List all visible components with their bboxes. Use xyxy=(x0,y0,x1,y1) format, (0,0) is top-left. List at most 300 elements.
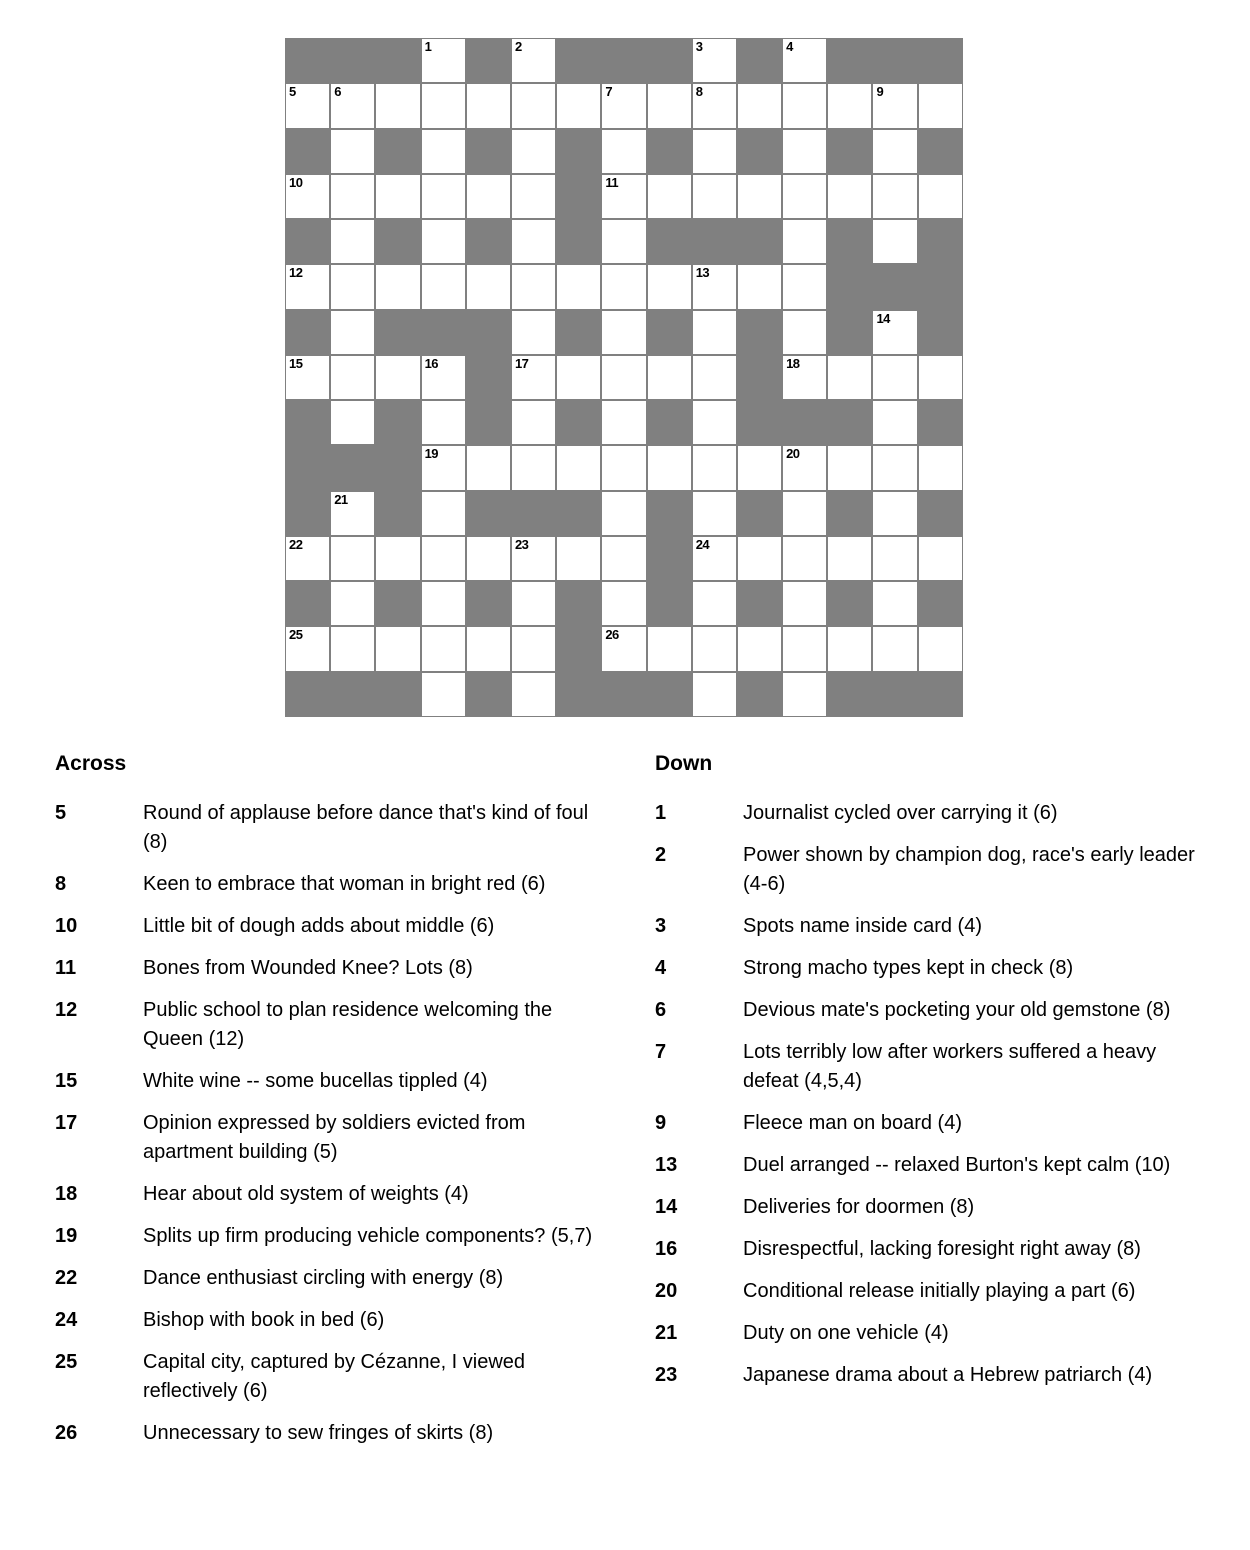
grid-cell-block xyxy=(601,38,646,83)
grid-cell-open[interactable] xyxy=(872,536,917,581)
grid-cell-open[interactable] xyxy=(421,38,466,83)
grid-cell-open[interactable] xyxy=(466,445,511,490)
grid-cell-open[interactable] xyxy=(601,83,646,128)
grid-cell-open[interactable] xyxy=(556,445,601,490)
clue-item[interactable] xyxy=(655,1038,1215,1096)
clue-number: 2 xyxy=(655,844,667,866)
clue-item[interactable] xyxy=(655,1193,1215,1222)
grid-cell-open[interactable] xyxy=(692,174,737,219)
grid-cell-number: 16 xyxy=(424,355,439,371)
grid-cell-block xyxy=(375,672,420,717)
grid-cell-block xyxy=(330,672,375,717)
clue-number: 15 xyxy=(55,1070,78,1092)
grid-cell-open[interactable] xyxy=(737,445,782,490)
clue-number: 11 xyxy=(55,957,77,979)
clue-item[interactable] xyxy=(655,1109,1215,1138)
clue-text: White wine -- some bucellas tippled (4) xyxy=(143,1070,488,1092)
grid-cell-block xyxy=(285,38,330,83)
grid-cell-open[interactable] xyxy=(421,491,466,536)
grid-cell-block xyxy=(285,445,330,490)
clue-item[interactable] xyxy=(55,1067,615,1096)
grid-cell-number: 4 xyxy=(786,39,793,54)
grid-cell-number: 18 xyxy=(786,355,800,371)
clue-text: Capital city, captured by Cézanne, I viewed reflectively (6) xyxy=(143,1351,526,1402)
grid-cell-block xyxy=(918,310,963,355)
grid-cell-open[interactable] xyxy=(285,174,330,219)
grid-cell-block xyxy=(647,536,692,581)
clue-text: Lots terribly low after workers suffered a heavy defeat (4,5,4) xyxy=(743,1041,1157,1092)
clue-item[interactable] xyxy=(55,1306,615,1335)
grid-cell-block xyxy=(285,219,330,264)
clue-text: Bones from Wounded Knee? Lots (8) xyxy=(143,957,473,979)
grid-cell-open[interactable] xyxy=(782,672,827,717)
grid-cell-open[interactable] xyxy=(737,83,782,128)
grid-cell-block xyxy=(737,310,782,355)
clue-item[interactable] xyxy=(655,912,1215,941)
down-clues-column xyxy=(655,752,1215,1403)
grid-cell-block xyxy=(285,581,330,626)
clue-item[interactable] xyxy=(655,954,1215,983)
grid-cell-number: 15 xyxy=(289,355,303,371)
grid-cell-number: 7 xyxy=(605,84,613,100)
grid-cell-number: 6 xyxy=(334,84,341,100)
grid-cell-block xyxy=(918,38,963,83)
grid-cell-open[interactable] xyxy=(872,355,917,400)
grid-cell-open[interactable] xyxy=(285,355,330,400)
grid-cell-number: 9 xyxy=(876,84,884,100)
grid-cell-number: 21 xyxy=(334,491,348,507)
grid-cell-open[interactable] xyxy=(511,400,556,445)
grid-cell-block xyxy=(647,672,692,717)
clue-text: Disrespectful, lacking foresight right away (8) xyxy=(743,1238,1141,1260)
grid-cell-block xyxy=(556,174,601,219)
grid-cell-open[interactable] xyxy=(466,83,511,128)
grid-cell-open[interactable] xyxy=(466,626,511,671)
clue-number: 3 xyxy=(655,915,667,937)
clue-item[interactable] xyxy=(55,1419,615,1448)
grid-cell-open[interactable] xyxy=(918,626,963,671)
grid-cell-open[interactable] xyxy=(872,400,917,445)
grid-cell-open[interactable] xyxy=(511,355,556,400)
grid-cell-open[interactable] xyxy=(872,581,917,626)
grid-cell-open[interactable] xyxy=(827,83,872,128)
grid-cell-open[interactable] xyxy=(330,536,375,581)
grid-cell-open[interactable] xyxy=(872,174,917,219)
clue-item[interactable] xyxy=(55,912,615,941)
grid-cell-open[interactable] xyxy=(692,581,737,626)
clue-number: 9 xyxy=(655,1112,667,1134)
clue-text: Bishop with book in bed (6) xyxy=(143,1309,385,1331)
grid-cell-block xyxy=(466,129,511,174)
grid-cell-number: 26 xyxy=(605,627,619,643)
grid-cell-open[interactable] xyxy=(511,38,556,83)
grid-cell-block xyxy=(375,219,420,264)
grid-cell-open[interactable] xyxy=(601,626,646,671)
grid-cell-block xyxy=(737,129,782,174)
grid-cell-open[interactable] xyxy=(782,310,827,355)
grid-cell-open[interactable] xyxy=(285,536,330,581)
clue-text: Dance enthusiast circling with energy (8) xyxy=(143,1267,504,1289)
grid-cell-open[interactable] xyxy=(556,355,601,400)
grid-cell-open[interactable] xyxy=(285,264,330,309)
across-heading: Across xyxy=(55,752,127,775)
grid-cell-open[interactable] xyxy=(421,672,466,717)
clue-number: 16 xyxy=(655,1238,678,1260)
clue-item[interactable] xyxy=(655,1277,1215,1306)
grid-cell-open[interactable] xyxy=(375,83,420,128)
clue-text: Deliveries for doormen (8) xyxy=(743,1196,975,1218)
grid-cell-open[interactable] xyxy=(375,536,420,581)
grid-cell-block xyxy=(330,445,375,490)
grid-cell-block xyxy=(737,581,782,626)
crossword-grid-container xyxy=(285,38,963,717)
grid-cell-block xyxy=(647,400,692,445)
grid-cell-block xyxy=(285,491,330,536)
grid-cell-block xyxy=(556,491,601,536)
grid-cell-block xyxy=(466,355,511,400)
grid-cell-open[interactable] xyxy=(556,264,601,309)
grid-cell-open[interactable] xyxy=(421,83,466,128)
grid-cell-number: 23 xyxy=(514,536,529,552)
clue-item[interactable] xyxy=(55,996,615,1054)
grid-cell-open[interactable] xyxy=(692,445,737,490)
clue-number: 8 xyxy=(55,873,67,895)
grid-cell-open[interactable] xyxy=(647,264,692,309)
grid-cell-open[interactable] xyxy=(827,536,872,581)
grid-cell-open[interactable] xyxy=(421,219,466,264)
grid-cell-open[interactable] xyxy=(511,83,556,128)
grid-cell-open[interactable] xyxy=(782,491,827,536)
grid-cell-open[interactable] xyxy=(601,445,646,490)
grid-cell-open[interactable] xyxy=(647,626,692,671)
grid-cell-open[interactable] xyxy=(872,219,917,264)
across-clue-list xyxy=(55,799,615,1448)
grid-cell-block xyxy=(827,129,872,174)
grid-cell-open[interactable] xyxy=(692,38,737,83)
grid-cell-open[interactable] xyxy=(692,355,737,400)
grid-cell-block xyxy=(827,219,872,264)
grid-cell-open[interactable] xyxy=(782,581,827,626)
grid-cell-open[interactable] xyxy=(872,445,917,490)
grid-cell-open[interactable] xyxy=(511,536,556,581)
clue-number: 6 xyxy=(655,999,667,1021)
clue-item[interactable] xyxy=(655,799,1215,828)
grid-cell-open[interactable] xyxy=(872,83,917,128)
grid-cell-block xyxy=(466,400,511,445)
grid-cell-block xyxy=(466,491,511,536)
grid-cell-open[interactable] xyxy=(466,264,511,309)
grid-cell-open[interactable] xyxy=(872,129,917,174)
grid-cell-block xyxy=(737,400,782,445)
grid-cell-open[interactable] xyxy=(737,174,782,219)
grid-cell-open[interactable] xyxy=(511,174,556,219)
clue-item[interactable] xyxy=(655,841,1215,899)
clue-item[interactable] xyxy=(55,1222,615,1251)
grid-cell-open[interactable] xyxy=(375,264,420,309)
grid-cell-block xyxy=(466,38,511,83)
grid-cell-number: 14 xyxy=(876,310,890,326)
grid-cell-block xyxy=(737,491,782,536)
grid-cell-open[interactable] xyxy=(285,83,330,128)
clue-text: Public school to plan residence welcoming the Queen (12) xyxy=(143,999,553,1050)
grid-cell-open[interactable] xyxy=(782,219,827,264)
grid-cell-open[interactable] xyxy=(827,626,872,671)
clue-number: 24 xyxy=(55,1309,78,1331)
grid-cell-block xyxy=(466,219,511,264)
grid-cell-open[interactable] xyxy=(330,129,375,174)
grid-cell-number: 13 xyxy=(695,265,710,281)
clue-number: 5 xyxy=(55,802,67,824)
clue-item[interactable] xyxy=(55,1348,615,1406)
clue-text: Hear about old system of weights (4) xyxy=(143,1183,469,1205)
grid-cell-open[interactable] xyxy=(647,174,692,219)
grid-cell-open[interactable] xyxy=(511,129,556,174)
clue-item[interactable] xyxy=(55,1264,615,1293)
grid-cell-open[interactable] xyxy=(421,355,466,400)
grid-cell-open[interactable] xyxy=(601,264,646,309)
grid-cell-open[interactable] xyxy=(647,83,692,128)
grid-cell-number: 5 xyxy=(289,84,296,100)
grid-cell-open[interactable] xyxy=(330,310,375,355)
grid-cell-block xyxy=(556,400,601,445)
clue-item[interactable] xyxy=(655,1361,1215,1390)
grid-cell-open[interactable] xyxy=(647,355,692,400)
clue-number: 19 xyxy=(55,1225,78,1247)
grid-cell-open[interactable] xyxy=(330,174,375,219)
clue-text: Power shown by champion dog, race's early leader (4-6) xyxy=(743,844,1195,895)
grid-cell-open[interactable] xyxy=(466,536,511,581)
grid-cell-block xyxy=(827,38,872,83)
grid-cell-open[interactable] xyxy=(421,400,466,445)
clue-item[interactable] xyxy=(55,1180,615,1209)
grid-cell-open[interactable] xyxy=(556,83,601,128)
grid-cell-open[interactable] xyxy=(330,264,375,309)
clue-text: Spots name inside card (4) xyxy=(743,915,983,937)
grid-cell-open[interactable] xyxy=(918,445,963,490)
grid-cell-block xyxy=(556,672,601,717)
grid-cell-number: 20 xyxy=(786,446,800,462)
grid-cell-open[interactable] xyxy=(737,264,782,309)
grid-cell-number: 25 xyxy=(289,627,303,643)
grid-cell-open[interactable] xyxy=(782,83,827,128)
grid-cell-open[interactable] xyxy=(782,264,827,309)
grid-cell-open[interactable] xyxy=(511,672,556,717)
grid-cell-block xyxy=(647,491,692,536)
grid-cell-number: 19 xyxy=(424,446,439,462)
grid-cell-open[interactable] xyxy=(330,83,375,128)
grid-cell-block xyxy=(918,264,963,309)
grid-cell-block xyxy=(556,38,601,83)
grid-cell-open[interactable] xyxy=(782,355,827,400)
down-heading: Down xyxy=(655,752,713,775)
grid-cell-block xyxy=(827,264,872,309)
grid-cell-open[interactable] xyxy=(872,491,917,536)
grid-cell-open[interactable] xyxy=(692,626,737,671)
grid-cell-open[interactable] xyxy=(421,264,466,309)
grid-cell-number: 2 xyxy=(514,39,522,54)
grid-cell-open[interactable] xyxy=(737,626,782,671)
grid-cell-open[interactable] xyxy=(601,491,646,536)
grid-cell-block xyxy=(421,310,466,355)
clue-text: Japanese drama about a Hebrew patriarch (4) xyxy=(743,1364,1153,1386)
grid-cell-open[interactable] xyxy=(601,536,646,581)
grid-cell-open[interactable] xyxy=(782,129,827,174)
down-clue-list xyxy=(655,799,1215,1390)
grid-cell-open[interactable] xyxy=(918,83,963,128)
grid-cell-open[interactable] xyxy=(375,174,420,219)
grid-cell-open[interactable] xyxy=(692,264,737,309)
clue-item[interactable] xyxy=(55,799,615,857)
grid-cell-open[interactable] xyxy=(511,219,556,264)
grid-cell-open[interactable] xyxy=(511,626,556,671)
grid-cell-open[interactable] xyxy=(511,310,556,355)
grid-cell-open[interactable] xyxy=(601,129,646,174)
clue-number: 14 xyxy=(655,1196,678,1218)
grid-cell-open[interactable] xyxy=(737,536,782,581)
grid-cell-block xyxy=(375,310,420,355)
grid-cell-block xyxy=(466,672,511,717)
clue-item[interactable] xyxy=(655,996,1215,1025)
grid-cell-open[interactable] xyxy=(375,355,420,400)
grid-cell-open[interactable] xyxy=(330,626,375,671)
grid-cell-open[interactable] xyxy=(601,310,646,355)
grid-cell-open[interactable] xyxy=(601,219,646,264)
grid-cell-open[interactable] xyxy=(330,355,375,400)
grid-cell-number: 17 xyxy=(514,355,529,371)
grid-cell-open[interactable] xyxy=(511,581,556,626)
grid-cell-open[interactable] xyxy=(601,581,646,626)
grid-cell-block xyxy=(647,219,692,264)
grid-cell-open[interactable] xyxy=(872,626,917,671)
clue-item[interactable] xyxy=(655,1235,1215,1264)
clue-text: Unnecessary to sew fringes of skirts (8) xyxy=(143,1422,494,1444)
grid-cell-open[interactable] xyxy=(827,355,872,400)
grid-cell-open[interactable] xyxy=(511,264,556,309)
grid-cell-block xyxy=(737,219,782,264)
grid-cell-open[interactable] xyxy=(511,445,556,490)
grid-cell-block xyxy=(556,626,601,671)
grid-cell-block xyxy=(647,581,692,626)
grid-cell-block xyxy=(918,219,963,264)
grid-cell-open[interactable] xyxy=(918,174,963,219)
clue-text: Keen to embrace that woman in bright red (6) xyxy=(143,873,546,895)
grid-cell-open[interactable] xyxy=(421,174,466,219)
grid-cell-open[interactable] xyxy=(827,174,872,219)
clue-number: 23 xyxy=(655,1364,678,1386)
clue-text: Opinion expressed by soldiers evicted from apartment building (5) xyxy=(143,1112,526,1163)
grid-cell-open[interactable] xyxy=(872,310,917,355)
grid-cell-block xyxy=(737,355,782,400)
grid-cell-open[interactable] xyxy=(601,400,646,445)
grid-cell-block xyxy=(466,310,511,355)
grid-cell-block xyxy=(872,672,917,717)
grid-cell-block xyxy=(782,400,827,445)
grid-cell-open[interactable] xyxy=(601,174,646,219)
grid-cell-open[interactable] xyxy=(692,83,737,128)
grid-cell-open[interactable] xyxy=(330,219,375,264)
grid-cell-block xyxy=(827,400,872,445)
clue-item[interactable] xyxy=(655,1151,1215,1180)
clue-number: 20 xyxy=(655,1280,678,1302)
grid-cell-block xyxy=(375,445,420,490)
grid-cell-open[interactable] xyxy=(692,310,737,355)
clue-number: 12 xyxy=(55,999,78,1021)
clue-item[interactable] xyxy=(55,870,615,899)
grid-cell-open[interactable] xyxy=(692,672,737,717)
grid-cell-number: 12 xyxy=(289,265,303,281)
grid-cell-number: 10 xyxy=(289,174,303,190)
clue-item[interactable] xyxy=(55,1109,615,1167)
grid-cell-block xyxy=(556,310,601,355)
clue-text: Strong macho types kept in check (8) xyxy=(743,957,1074,979)
grid-cell-open[interactable] xyxy=(782,445,827,490)
clue-item[interactable] xyxy=(55,954,615,983)
clue-number: 10 xyxy=(55,915,78,937)
grid-cell-open[interactable] xyxy=(421,626,466,671)
grid-cell-open[interactable] xyxy=(421,445,466,490)
crossword-grid[interactable] xyxy=(285,38,963,717)
clue-number: 17 xyxy=(55,1112,78,1134)
grid-cell-block xyxy=(827,310,872,355)
clue-number: 22 xyxy=(55,1267,78,1289)
clue-item[interactable] xyxy=(655,1319,1215,1348)
grid-cell-open[interactable] xyxy=(827,445,872,490)
grid-cell-open[interactable] xyxy=(285,626,330,671)
grid-cell-open[interactable] xyxy=(375,626,420,671)
clue-text: Duty on one vehicle (4) xyxy=(743,1322,949,1344)
clue-number: 1 xyxy=(655,802,667,824)
grid-cell-open[interactable] xyxy=(601,355,646,400)
clue-number: 7 xyxy=(655,1041,667,1063)
grid-cell-block xyxy=(872,264,917,309)
grid-cell-open[interactable] xyxy=(782,174,827,219)
grid-cell-open[interactable] xyxy=(782,536,827,581)
grid-cell-open[interactable] xyxy=(692,491,737,536)
grid-cell-block xyxy=(285,310,330,355)
grid-cell-open[interactable] xyxy=(421,536,466,581)
clue-text: Journalist cycled over carrying it (6) xyxy=(743,802,1058,824)
grid-cell-block xyxy=(647,38,692,83)
grid-cell-open[interactable] xyxy=(918,355,963,400)
clue-number: 25 xyxy=(55,1351,78,1373)
grid-cell-open[interactable] xyxy=(556,536,601,581)
grid-cell-open[interactable] xyxy=(692,400,737,445)
grid-cell-block xyxy=(466,581,511,626)
grid-cell-block xyxy=(647,129,692,174)
grid-cell-open[interactable] xyxy=(330,581,375,626)
grid-cell-open[interactable] xyxy=(692,129,737,174)
grid-cell-block xyxy=(556,129,601,174)
grid-cell-open[interactable] xyxy=(782,626,827,671)
grid-cell-open[interactable] xyxy=(918,536,963,581)
grid-cell-number: 11 xyxy=(605,174,619,190)
clue-number: 21 xyxy=(655,1322,678,1344)
grid-cell-open[interactable] xyxy=(330,400,375,445)
grid-cell-open[interactable] xyxy=(466,174,511,219)
grid-cell-open[interactable] xyxy=(782,38,827,83)
clue-text: Little bit of dough adds about middle (6) xyxy=(143,915,495,937)
grid-cell-block xyxy=(511,491,556,536)
grid-cell-block xyxy=(827,581,872,626)
clue-text: Duel arranged -- relaxed Burton's kept calm (10) xyxy=(743,1154,1171,1176)
grid-cell-open[interactable] xyxy=(421,129,466,174)
grid-cell-open[interactable] xyxy=(647,445,692,490)
grid-cell-open[interactable] xyxy=(421,581,466,626)
clue-text: Fleece man on board (4) xyxy=(743,1112,963,1134)
clue-number: 13 xyxy=(655,1154,678,1176)
grid-cell-open[interactable] xyxy=(692,536,737,581)
grid-cell-open[interactable] xyxy=(330,491,375,536)
